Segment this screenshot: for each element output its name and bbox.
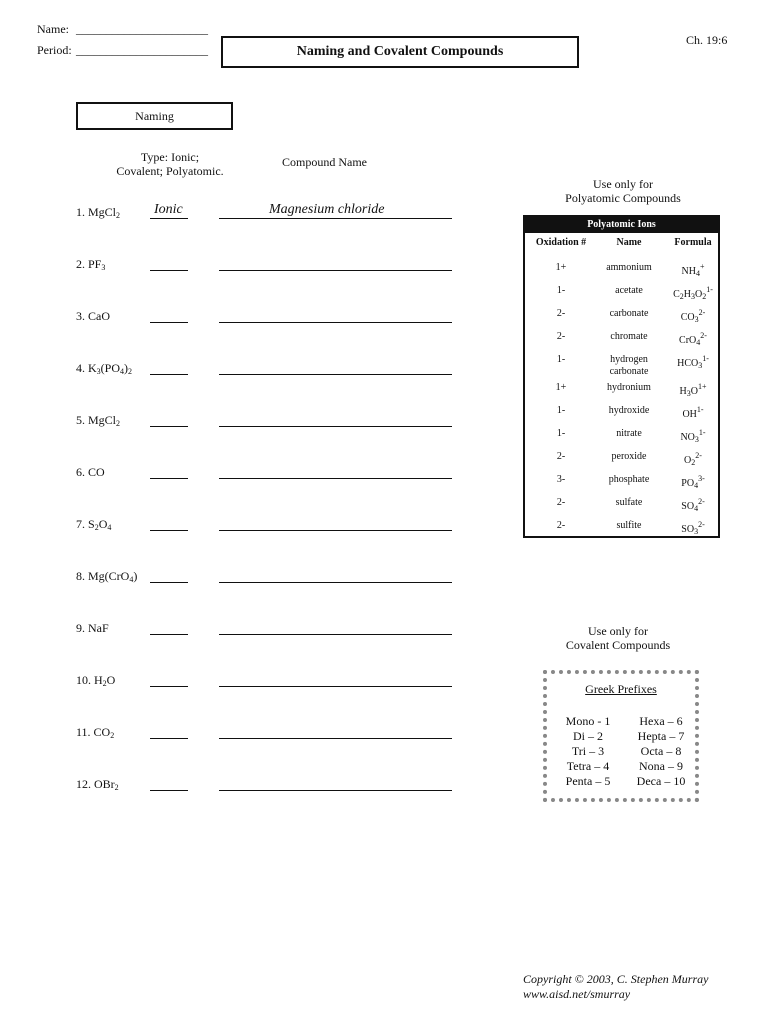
question-formula: 2. $PF_3$ (76, 257, 106, 272)
question-row (76, 257, 466, 275)
type-answer-field[interactable] (150, 413, 188, 427)
poly-name: ammonium (606, 262, 652, 273)
poly-oxidation: 2- (556, 308, 566, 319)
period-label: Period: (37, 43, 72, 57)
copyright-line: Copyright © 2003, C. Stephen Murray (523, 972, 709, 986)
question-row (76, 673, 466, 691)
name-field[interactable]: ______________________ (76, 22, 208, 36)
poly-name: hydroxide (608, 405, 650, 416)
question-row (76, 309, 466, 327)
question-row (76, 465, 466, 483)
type-header-line1: Type: Ionic; (140, 150, 200, 164)
type-answer-field[interactable] (150, 257, 188, 271)
question-formula: 7. $S_2O_4$ (76, 517, 112, 532)
question-row (76, 725, 466, 743)
compound-name-field[interactable] (219, 517, 452, 531)
greek-prefix-item: Hexa – 6 (639, 714, 683, 728)
poly-formula: $PO_4^{3-}$ (681, 474, 705, 490)
period-field[interactable]: ______________________ (76, 43, 208, 57)
greek-prefix-item: Nona – 9 (639, 759, 683, 773)
poly-note-line2: Polyatomic Compounds (565, 191, 681, 205)
poly-oxidation: 1+ (555, 262, 567, 273)
type-answer-field[interactable] (150, 673, 188, 687)
poly-formula: $HCO_3^{1-}$ (677, 354, 709, 370)
compound-name-field[interactable] (219, 621, 452, 635)
poly-oxidation: 2- (556, 497, 566, 508)
compound-name-field[interactable] (219, 725, 452, 739)
poly-formula: $O_2^{2-}$ (684, 451, 702, 467)
question-formula: 9. NaF (76, 621, 109, 635)
question-formula: 1. MgCl$_2$ (76, 205, 121, 220)
compound-name-field[interactable] (219, 673, 452, 687)
example-name-answer: Magnesium chloride (269, 202, 385, 217)
greek-prefix-item: Tri – 3 (571, 744, 605, 758)
poly-oxidation: 2- (556, 451, 566, 462)
poly-oxidation: 1+ (555, 382, 567, 393)
poly-note-line1: Use only for (593, 177, 653, 191)
compound-name-field[interactable] (219, 309, 452, 323)
type-answer-field[interactable] (150, 465, 188, 479)
compound-name-header: Compound Name (282, 155, 367, 169)
poly-formula: $CO_3^{2-}$ (680, 308, 706, 324)
header-name: Name (616, 237, 642, 248)
question-formula: 11. $CO_2$ (76, 725, 115, 740)
greek-prefix-item: Tetra – 4 (566, 759, 610, 773)
type-answer-field[interactable] (150, 725, 188, 739)
type-header-line2: Covalent; Polyatomic. (116, 164, 224, 178)
covalent-note-line1: Use only for (588, 624, 648, 638)
covalent-note-line2: Covalent Compounds (565, 638, 671, 652)
copyright (523, 972, 708, 1002)
greek-prefix-item: Octa – 8 (640, 744, 682, 758)
example-type-answer: Ionic (154, 202, 183, 217)
page-title: Naming and Covalent Compounds (221, 36, 579, 68)
question-row (76, 202, 466, 223)
header-oxidation: Oxidation # (535, 237, 587, 248)
polyatomic-ions-table (523, 215, 720, 538)
poly-oxidation: 2- (556, 520, 566, 531)
type-answer-field[interactable] (150, 309, 188, 323)
question-formula: 10. $H_2O$ (76, 673, 116, 688)
poly-oxidation: 3- (556, 474, 566, 485)
question-row (76, 569, 466, 587)
type-answer-field[interactable] (150, 569, 188, 583)
poly-oxidation: 1- (556, 428, 566, 439)
poly-table-title: Polyatomic Ions (525, 217, 718, 233)
poly-name: nitrate (616, 428, 642, 439)
poly-name: hydrogen carbonate (609, 354, 649, 377)
poly-name: sulfate (615, 497, 643, 508)
poly-formula: $OH^{1-}$ (682, 405, 704, 420)
poly-formula: $SO_4^{2-}$ (681, 497, 705, 513)
name-label: Name: (37, 22, 69, 36)
greek-prefixes-box (543, 670, 699, 802)
greek-right-column (627, 714, 695, 789)
question-row (76, 517, 466, 535)
greek-prefix-item: Mono - 1 (565, 714, 611, 728)
poly-note (553, 177, 693, 205)
poly-oxidation: 2- (556, 331, 566, 342)
question-formula: 12. OBr$_2$ (76, 777, 119, 792)
type-answer-field[interactable] (150, 621, 188, 635)
compound-name-field[interactable] (219, 413, 452, 427)
poly-name: peroxide (611, 451, 647, 462)
compound-name-field[interactable] (219, 569, 452, 583)
type-answer-field[interactable] (150, 777, 188, 791)
question-formula: 6. CO (76, 465, 105, 479)
compound-name-field[interactable] (219, 361, 452, 375)
poly-name: carbonate (609, 308, 649, 319)
compound-name-field[interactable] (219, 777, 452, 791)
poly-name: acetate (615, 285, 643, 296)
question-row (76, 777, 466, 795)
poly-oxidation: 1- (556, 405, 566, 416)
covalent-note (548, 624, 688, 652)
chapter-label: Ch. 19:6 (686, 33, 728, 47)
question-formula: 8. Mg(CrO$_4$) (76, 569, 138, 584)
type-answer-field[interactable] (150, 517, 188, 531)
poly-formula: $NO_3^{1-}$ (680, 428, 706, 444)
poly-formula: $C_2H_3O_2^{1-}$ (673, 285, 713, 301)
question-row (76, 413, 466, 431)
poly-oxidation: 1- (556, 354, 566, 365)
poly-formula: $SO_3^{2-}$ (681, 520, 705, 536)
type-header (100, 150, 240, 178)
type-answer-field[interactable] (150, 361, 188, 375)
compound-name-field[interactable] (219, 465, 452, 479)
greek-left-column (557, 714, 619, 789)
copyright-url: www.aisd.net/smurray (523, 987, 631, 1001)
question-formula: 5. MgCl$_2$ (76, 413, 121, 428)
poly-name: sulfite (616, 520, 642, 531)
question-formula: 4. $K_3(PO_4)_2$ (76, 361, 133, 376)
greek-prefix-item: Penta – 5 (565, 774, 611, 788)
poly-name: hydronium (607, 382, 651, 393)
poly-formula: $NH_4^+$ (681, 262, 705, 278)
question-row (76, 361, 466, 379)
greek-prefix-item: Di – 2 (573, 729, 603, 743)
greek-prefixes-title: Greek Prefixes (585, 682, 657, 696)
poly-formula: $H_3O^{1+}$ (679, 382, 707, 398)
poly-formula: CrO$_4^{2-}$ (679, 331, 707, 347)
poly-name: chromate (610, 331, 648, 342)
question-row (76, 621, 466, 639)
section-label-naming: Naming (76, 102, 233, 130)
greek-prefix-item: Hepta – 7 (637, 729, 685, 743)
greek-prefix-item: Deca – 10 (636, 774, 686, 788)
poly-name: phosphate (608, 474, 650, 485)
question-formula: 3. CaO (76, 309, 110, 323)
poly-oxidation: 1- (556, 285, 566, 296)
header-formula: Formula (674, 237, 712, 248)
compound-name-field[interactable] (219, 257, 452, 271)
